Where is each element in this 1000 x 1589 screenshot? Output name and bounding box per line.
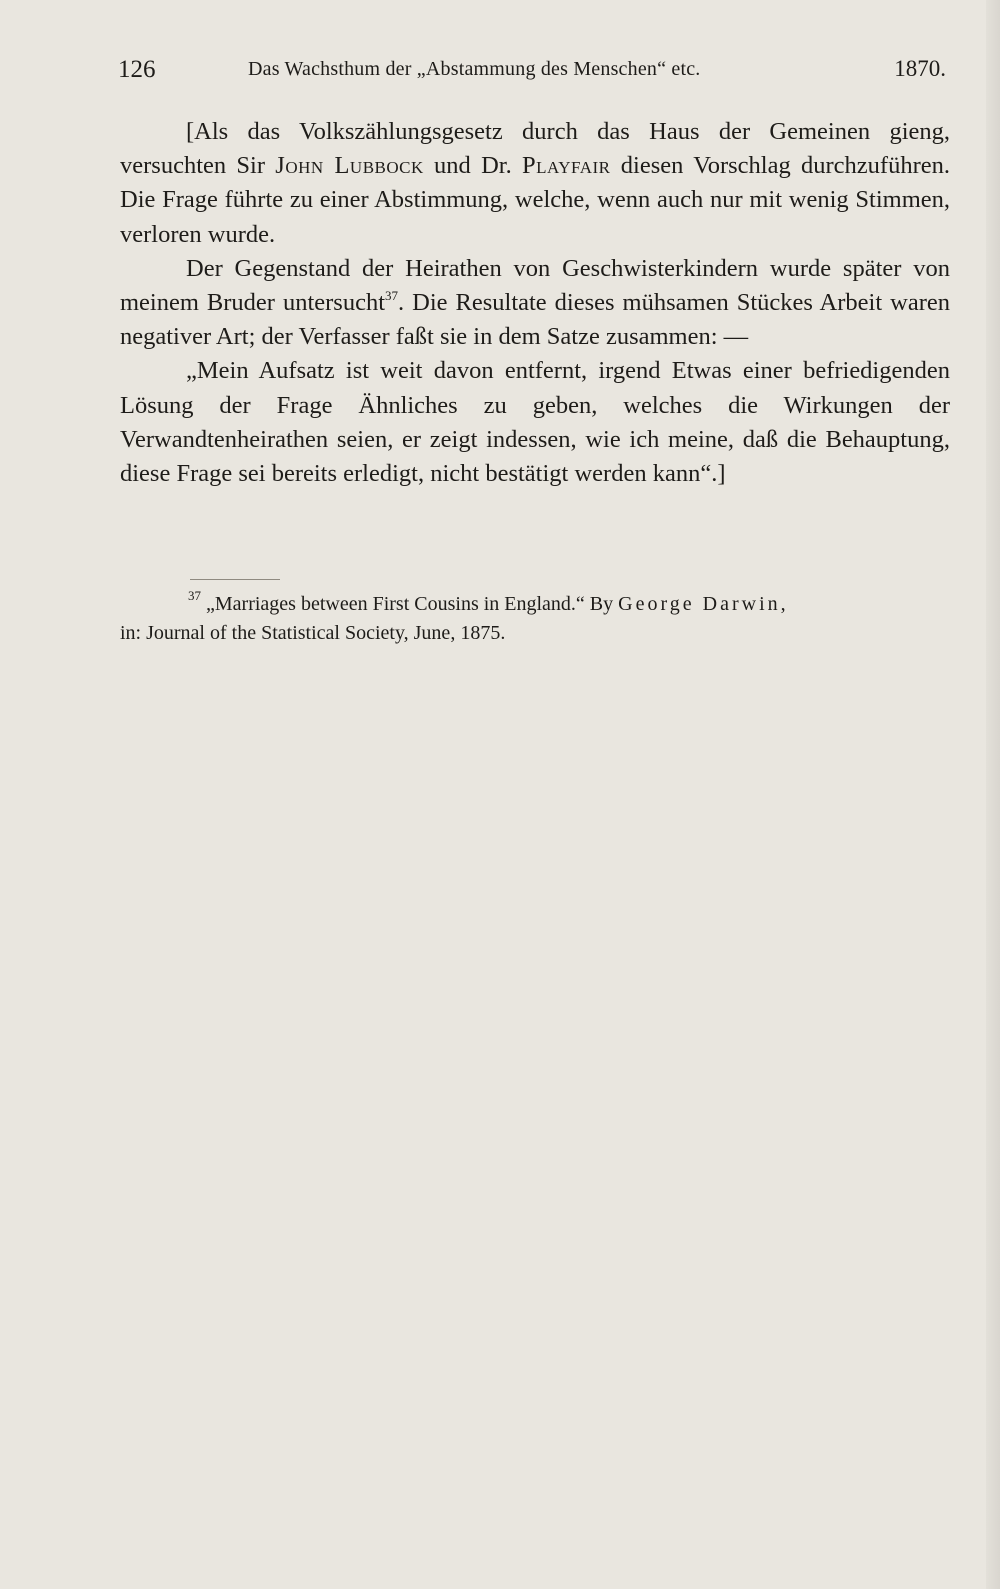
running-title: Das Wachsthum der „Abstammung des Menschen“ etc. bbox=[248, 58, 701, 80]
paragraph-2-text-a: Der Gegenstand der Heirathen von Geschwisterkindern wurde später von meinem Bruder untersucht bbox=[120, 254, 950, 317]
paragraph-1 bbox=[120, 115, 950, 252]
page-edge bbox=[986, 0, 1000, 1589]
footnote-rule bbox=[190, 579, 280, 580]
footnote-text-a: „Marriages between First Cousins in England.“ By bbox=[201, 593, 619, 615]
paragraph-3-quote: „Mein Aufsatz ist weit davon entfernt, irgend Etwas einer befriedigenden Lösung der Frage Ähnliches zu geben, welches die Wirkungen der Verwandtenheirathen seien, er zeigt indessen, wie ich meine, daß die Behauptung, diese Frage sei bereits erledigt, nicht bestätigt werden kann“.] bbox=[120, 357, 950, 488]
page-header bbox=[118, 52, 946, 88]
footnote-line-1 bbox=[120, 590, 950, 619]
paragraph-2 bbox=[120, 252, 950, 355]
person-name-playfair: Playfair bbox=[522, 152, 611, 180]
paragraph-1-text-c: diesen Vorschlag durchzuführen. Die Frage führte zu einer Abstimmung, welche, wenn auch nur mit wenig Stimmen, verloren wurde. bbox=[120, 152, 950, 248]
main-text bbox=[120, 115, 950, 491]
person-name-lubbock: John Lubbock bbox=[275, 152, 424, 180]
page-number: 126 bbox=[118, 56, 156, 83]
paragraph-2-text-b: . Die Resultate dieses mühsamen Stückes Arbeit waren negativer Art; der Verfasser faßt sie in dem Satze zusammen: — bbox=[120, 289, 950, 351]
footnote-reference: 37 bbox=[385, 288, 399, 304]
paragraph-1-text-a: [Als das Volkszählungsgesetz durch das Haus der Gemeinen gieng, versuchten Sir bbox=[120, 118, 950, 180]
footnote-line-2: in: Journal of the Statistical Society, June, 1875. bbox=[120, 622, 506, 644]
paragraph-1-text-b: und Dr. bbox=[423, 152, 522, 180]
footnote bbox=[120, 590, 950, 648]
footnote-number: 37 bbox=[188, 588, 201, 603]
header-year: 1870. bbox=[894, 56, 946, 81]
footnote-author: George Darwin, bbox=[618, 593, 789, 615]
